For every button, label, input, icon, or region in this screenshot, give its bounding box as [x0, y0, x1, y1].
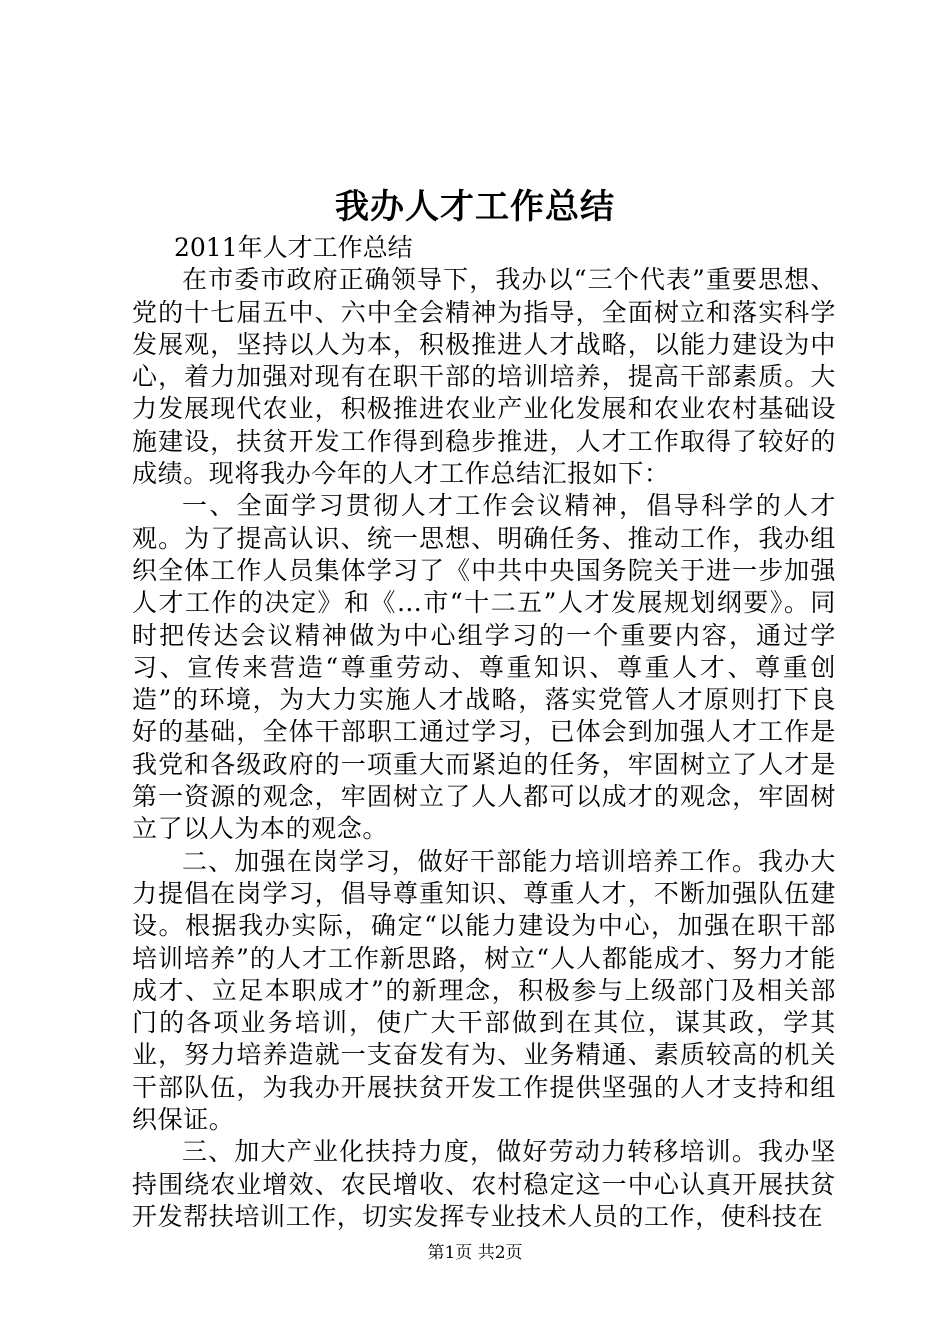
paragraph-section-3: 三、加大产业化扶持力度，做好劳动力转移培训。我办坚持围绕农业增效、农民增收、农村稳定这一中心认真开展扶贫开发帮扶培训工作，切实发挥专业技术人员的工作，使科技在 — [132, 1137, 836, 1231]
page-footer: 第1页 共2页 — [427, 1243, 523, 1263]
document-title: 我办人才工作总结 — [335, 187, 615, 227]
paragraph-intro: 在市委市政府正确领导下，我办以“三个代表”重要思想、党的十七届五中、六中全会精神为指导，全面树立和落实科学发展观，坚持以人为本，积极推进人才战略，以能力建设为中心，着力加强对现有在职干部的培训培养，提高干部素质。大力发展现代农业，积极推进农业产业化发展和农业农村基础设施建设，扶贫开发工作得到稳步推进，人才工作取得了较好的成绩。现将我办今年的人才工作总结汇报如下： — [132, 265, 836, 489]
document-subtitle: 2011年人才工作总结 — [174, 233, 413, 262]
paragraph-section-1: 一、全面学习贯彻人才工作会议精神，倡导科学的人才观。为了提高认识、统一思想、明确任务、推动工作，我办组织全体工作人员集体学习了《中共中央国务院关于进一步加强人才工作的决定》和《…市“十二五”人才发展规划纲要》。同时把传达会议精神做为中心组学习的一个重要内容，通过学习、宣传来营造“尊重劳动、尊重知识、尊重人才、尊重创造”的环境，为大力实施人才战略，落实党管人才原则打下良好的基础，全体干部职工通过学习，已体会到加强人才工作是我党和各级政府的一项重大而紧迫的任务，牢固树立了人才是第一资源的观念，牢固树立了人人都可以成才的观念，牢固树立了以人为本的观念。 — [132, 491, 836, 844]
document-body — [132, 232, 836, 1233]
paragraph-section-2: 二、加强在岗学习，做好干部能力培训培养工作。我办大力提倡在岗学习，倡导尊重知识、尊重人才，不断加强队伍建设。根据我办实际，确定“以能力建设为中心，加强在职干部培训培养”的人才工作新思路，树立“人人都能成才、努力才能成才、立足本职成才”的新理念，积极参与上级部门及相关部门的各项业务培训，使广大干部做到在其位，谋其政，学其业，努力培养造就一支奋发有为、业务精通、素质较高的机关干部队伍，为我办开展扶贫开发工作提供坚强的人才支持和组织保证。 — [132, 846, 836, 1135]
